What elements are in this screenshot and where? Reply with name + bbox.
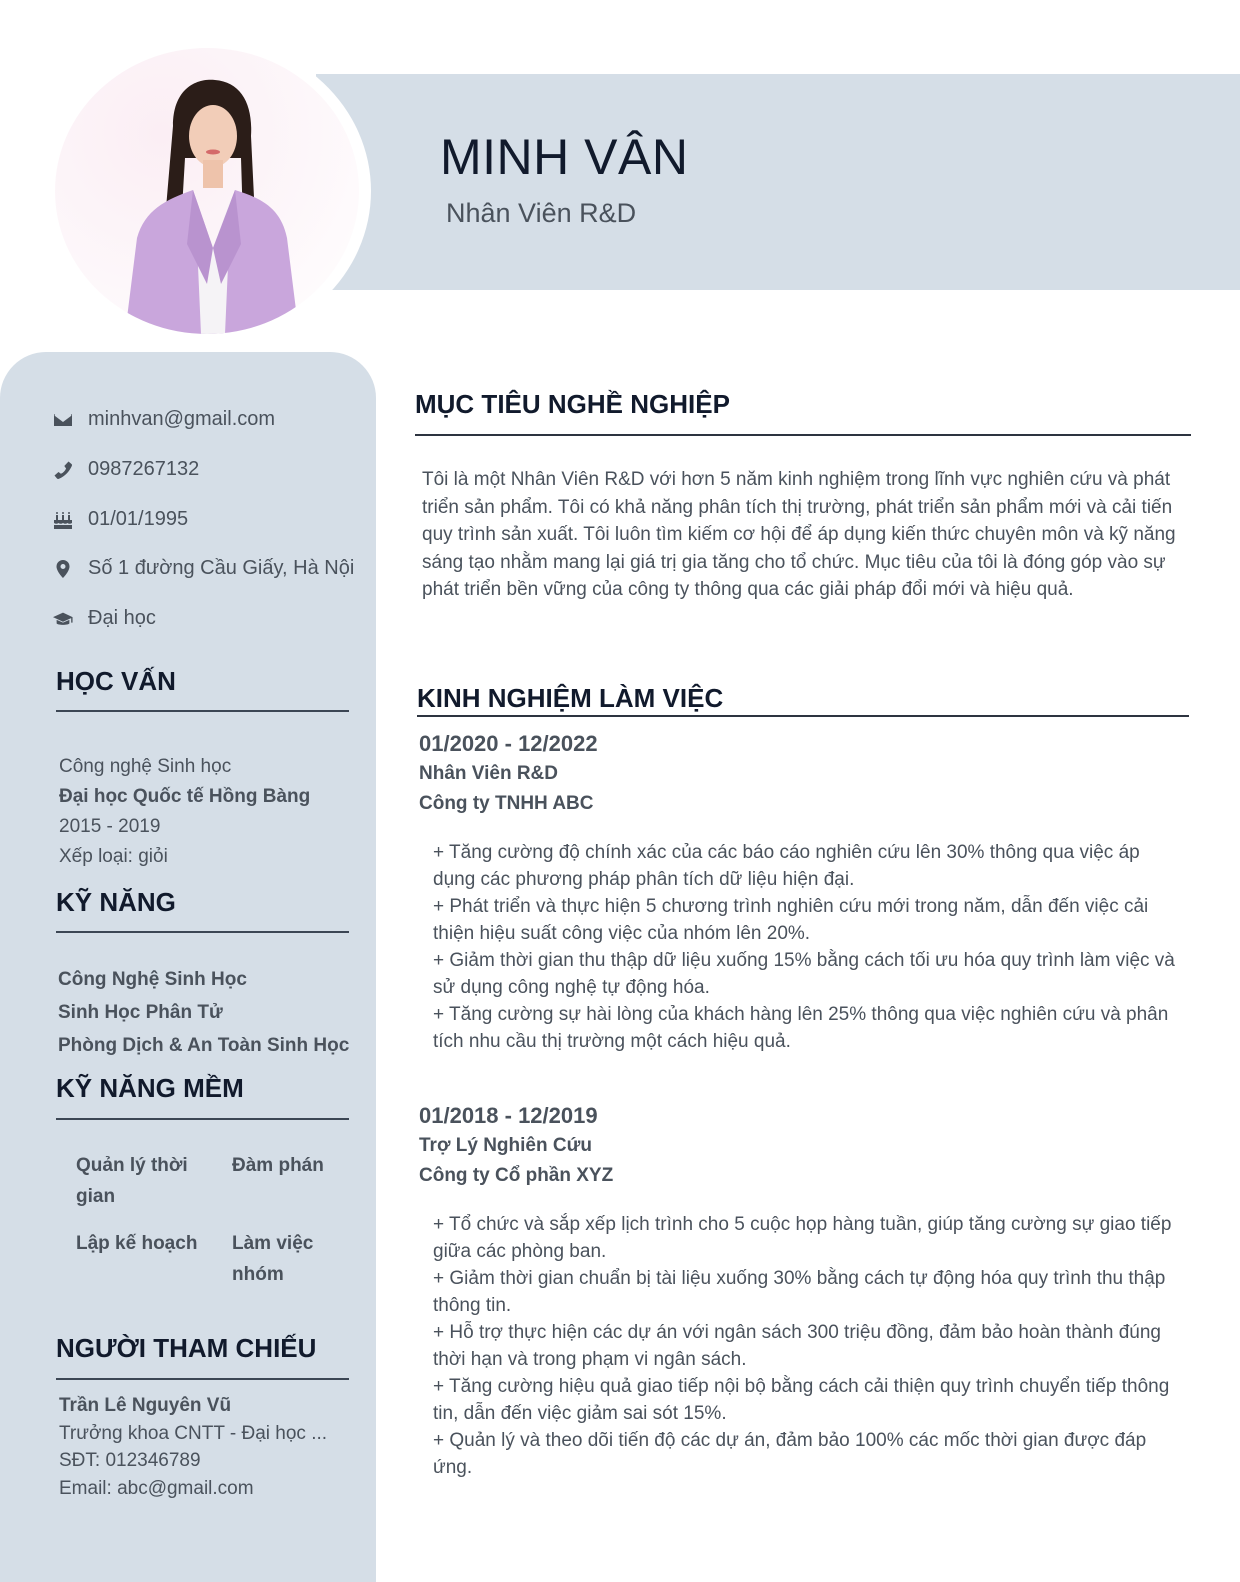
job-entry xyxy=(419,729,1178,1055)
education-level-text: Đại học xyxy=(88,607,156,629)
soft-skill-item: Lập kế hoạch xyxy=(76,1233,198,1254)
education-block xyxy=(59,752,310,872)
objective-heading: MỤC TIÊU NGHỀ NGHIỆP xyxy=(415,389,730,419)
education-heading: HỌC VẤN xyxy=(56,666,176,696)
job-bullet: + Quản lý và theo dõi tiến độ các dự án, đảm bảo 100% các mốc thời gian được đáp ứng. xyxy=(433,1430,1147,1478)
soft-skills-heading: KỸ NĂNG MỀM xyxy=(56,1073,244,1103)
skills-divider xyxy=(56,931,349,933)
job-bullet: + Tăng cường hiệu quả giao tiếp nội bộ bằng cách cải thiện quy trình chuyển tiếp thông tin, dẫn đến việc giảm sai sót 15%. xyxy=(433,1376,1170,1424)
candidate-name: MINH VÂN xyxy=(440,129,689,185)
reference-heading: NGƯỜI THAM CHIẾU xyxy=(56,1333,317,1363)
skill-item: Công Nghệ Sinh Học xyxy=(58,969,247,990)
reference-email: Email: abc@gmail.com xyxy=(59,1477,254,1499)
job-role: Nhân Viên R&D xyxy=(419,763,559,784)
contact-education-level xyxy=(52,607,156,630)
birthday-text: 01/01/1995 xyxy=(88,508,189,530)
portrait-illustration xyxy=(55,48,359,334)
education-divider xyxy=(56,710,349,712)
phone-icon xyxy=(52,459,74,481)
soft-skill-item: Quản lý thời gian xyxy=(76,1155,188,1207)
job-company: Công ty TNHH ABC xyxy=(419,793,594,814)
job-company: Công ty Cổ phần XYZ xyxy=(419,1165,614,1186)
job-bullet: + Hỗ trợ thực hiện các dự án với ngân sách 300 triệu đồng, đảm bảo hoàn thành đúng thời hạn và trong phạm vi ngân sách. xyxy=(433,1322,1161,1370)
candidate-title: Nhân Viên R&D xyxy=(446,198,637,228)
job-role: Trợ Lý Nghiên Cứu xyxy=(419,1135,592,1156)
job-bullets xyxy=(433,839,1178,1055)
job-period: 01/2018 - 12/2019 xyxy=(419,1103,598,1128)
education-school: Đại học Quốc tế Hồng Bàng xyxy=(59,786,311,807)
contact-email xyxy=(52,408,275,431)
contact-address xyxy=(52,557,354,580)
job-bullets xyxy=(433,1211,1178,1481)
education-grade: Xếp loại: giỏi xyxy=(59,846,168,867)
contact-phone xyxy=(52,458,199,481)
experience-divider xyxy=(417,715,1189,717)
reference-name: Trần Lê Nguyên Vũ xyxy=(59,1395,232,1416)
objective-divider xyxy=(415,434,1191,436)
reference-phone: SĐT: 012346789 xyxy=(59,1450,201,1471)
objective-text: Tôi là một Nhân Viên R&D với hơn 5 năm kinh nghiệm trong lĩnh vực nghiên cứu và phát triển sản phẩm. Tôi có khả năng phân tích thị trường, phát triển sản phẩm mới và cải tiến quy trình sản xuất. Tôi luôn tìm kiếm cơ hội để áp dụng kiến thức chuyên môn và kỹ năng sáng tạo nhằm mang lại giá trị gia tăng cho tổ chức. Mục tiêu của tôi là đóng góp vào sự phát triển bền vững của công ty thông qua các giải pháp đổi mới và hiệu quả. xyxy=(422,469,1176,600)
reference-divider xyxy=(56,1378,349,1380)
soft-skill-item: Đàm phán xyxy=(232,1155,324,1176)
contact-birthday xyxy=(52,508,188,531)
skills-heading: KỸ NĂNG xyxy=(56,887,176,917)
job-bullet: + Tổ chức và sắp xếp lịch trình cho 5 cuộc họp hàng tuần, giúp tăng cường sự giao tiếp giữa các phòng ban. xyxy=(433,1214,1172,1262)
birthday-cake-icon xyxy=(52,509,74,531)
job-bullet: + Tăng cường sự hài lòng của khách hàng lên 25% thông qua việc nghiên cứu và phân tích nhu cầu thị trường một cách hiệu quả. xyxy=(433,1004,1169,1052)
soft-skill-item: Làm việc nhóm xyxy=(232,1233,314,1285)
profile-photo xyxy=(55,48,359,334)
job-bullet: + Giảm thời gian chuẩn bị tài liệu xuống 30% bằng cách tự động hóa quy trình thu thập thông tin. xyxy=(433,1268,1166,1316)
soft-skills-grid xyxy=(76,1150,346,1290)
job-bullet: + Phát triển và thực hiện 5 chương trình nghiên cứu mới trong năm, dẫn đến việc cải thiện hiệu suất công việc của nhóm lên 20%. xyxy=(433,896,1149,944)
job-period: 01/2020 - 12/2022 xyxy=(419,731,598,756)
education-major: Công nghệ Sinh học xyxy=(59,756,232,777)
skills-list xyxy=(58,963,349,1062)
skill-item: Phòng Dịch & An Toàn Sinh Học xyxy=(58,1035,350,1056)
email-text: minhvan@gmail.com xyxy=(88,408,276,430)
job-bullet: + Giảm thời gian thu thập dữ liệu xuống 15% bằng cách tối ưu hóa quy trình làm việc và sử dụng công nghệ tự động hóa. xyxy=(433,950,1175,998)
envelope-icon xyxy=(52,409,74,431)
address-text: Số 1 đường Cầu Giấy, Hà Nội xyxy=(88,557,355,579)
map-marker-icon xyxy=(52,558,74,580)
reference-block xyxy=(59,1392,327,1502)
reference-position: Trưởng khoa CNTT - Đại học ... xyxy=(59,1422,328,1444)
skill-item: Sinh Học Phân Tử xyxy=(58,1002,223,1023)
graduation-cap-icon xyxy=(52,608,74,630)
job-bullet: + Tăng cường độ chính xác của các báo cáo nghiên cứu lên 30% thông qua việc áp dụng các phương pháp phân tích dữ liệu hiện đại. xyxy=(433,842,1140,890)
education-years: 2015 - 2019 xyxy=(59,816,161,837)
phone-text: 0987267132 xyxy=(88,458,200,480)
soft-skills-divider xyxy=(56,1118,349,1120)
experience-heading: KINH NGHIỆM LÀM VIỆC xyxy=(417,683,724,713)
job-entry xyxy=(419,1101,1178,1481)
